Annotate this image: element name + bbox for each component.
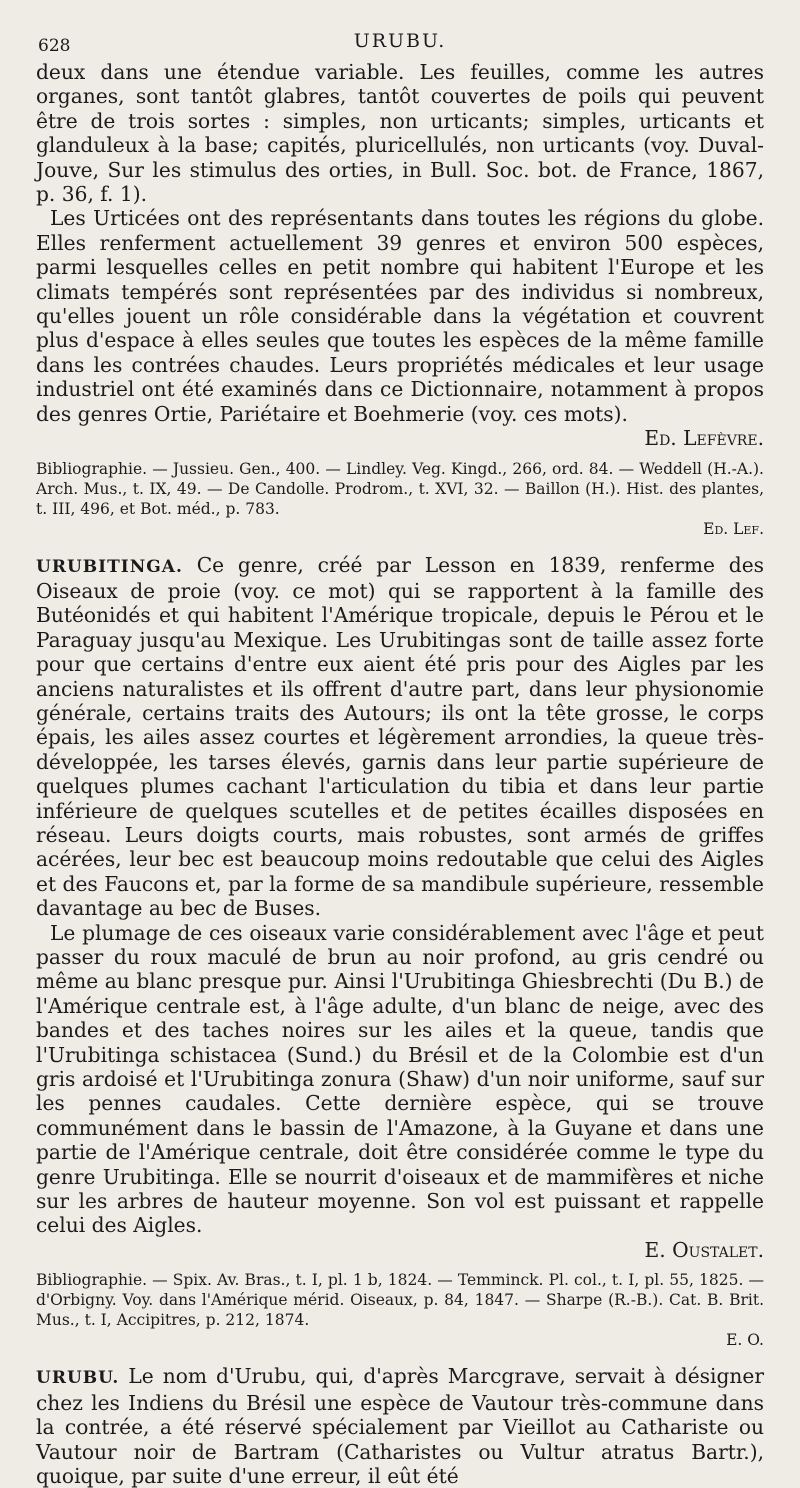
bibliography-text: Bibliographie. — Jussieu. Gen., 400. — Lindley. Veg. Kingd., 266, ord. 84. — Weddell (H.-A.). Arch. Mus., t. IX, 49. — De Candolle. Prodrom., t. XVI, 32. — Baillon (H.). Hist. des plantes, t. III, 496, et Bot. méd., p. 783. <box>36 459 764 518</box>
page-header <box>36 30 764 60</box>
entry-urubitinga <box>36 553 764 921</box>
paragraph-plumage: Le plumage de ces oiseaux varie considérablement avec l'âge et peut passer du roux maculé de brun au noir profond, au gris cendré ou même au blanc presque pur. Ainsi l'Urubitinga Ghiesbrechti (Du B.) de l'Amérique centrale est, à l'âge adulte, d'un blanc de neige, avec des bandes et des taches noires sur les ailes et la queue, tandis que l'Urubitinga schistacea (Sund.) du Brésil et de la Colombie est d'un gris ardoisé et l'Urubitinga zonura (Shaw) d'un noir uniforme, sauf sur les pennes caudales. Cette dernière espèce, qui se trouve communément dans le bassin de l'Amazone, à la Guyane et dans une partie de l'Amérique centrale, doit être considérée comme le type du genre Urubitinga. Elle se nourrit d'oiseaux et de mammifères et niche sur les arbres de hauteur moyenne. Son vol est puissant et rappelle celui des Aigles. <box>36 920 764 1238</box>
bibliography-urubitinga <box>36 1270 764 1350</box>
signature-line <box>36 1238 764 1262</box>
bibliography-urticees <box>36 459 764 539</box>
bibliography-signature: E. O. <box>726 1331 764 1350</box>
entry-heading: URUBU. <box>36 1368 120 1389</box>
bibliography-text: Bibliographie. — Spix. Av. Bras., t. I, pl. 1 b, 1824. — Temminck. Pl. col., t. I, pl. 55, 1825. — d'Orbigny. Voy. dans l'Amérique mérid. Oiseaux, p. 84, 1847. — Sharpe (R.-B.). Cat. B. Brit. Mus., t. I, Accipitres, p. 212, 1874. <box>36 1271 764 1330</box>
paragraph-ortie-end: deux dans une étendue variable. Les feuilles, comme les autres organes, sont tantôt glabres, tantôt couvertes de poils qui peuvent être de trois sortes : simples, non urticants; simples, urticants et glanduleux à la base; capités, pluricellulés, non urticants (voy. Duval-Jouve, Sur les stimulus des orties, in Bull. Soc. bot. de France, 1867, p. 36, f. 1). <box>36 60 764 207</box>
entry-heading: URUBITINGA. <box>36 556 183 577</box>
bibliography-signature: Ed. Lef. <box>703 519 764 538</box>
paragraph-urticees: Les Urticées ont des représentants dans toutes les régions du globe. Elles renferment actuellement 39 genres et environ 500 espèces, parmi lesquelles celles en petit nombre qui habitent l'Europe et les climats tempérés sont représentées par des individus si nombreux, qu'elles jouent un rôle considérable dans la végétation et couvrent plus d'espace à elles seules que toutes les espèces de la même famille dans les contrées chaudes. Leurs propriétés médicales et leur usage industriel ont été examinés dans ce Dictionnaire, notamment à propos des genres Ortie, Pariétaire et Boehmerie (voy. ces mots). <box>36 206 764 426</box>
running-title: URUBU. <box>353 30 447 52</box>
entry-text: Le nom d'Urubu, qui, d'après Marcgrave, servait à désigner chez les Indiens du Brésil une espèce de Vautour très-commune dans la contrée, a été réservé spécialement par Vieillot au Cathariste ou Vautour noir de Bartram (Catharistes ou Vultur atratus Bartr.), quoique, par suite d'une erreur, il eût été <box>36 1364 764 1488</box>
page-number: 628 <box>38 36 71 56</box>
signature-line <box>36 426 764 450</box>
author-signature: Ed. Lefèvre. <box>644 426 764 451</box>
author-signature: E. Oustalet. <box>644 1237 764 1262</box>
entry-text: Ce genre, créé par Lesson en 1839, renferme des Oiseaux de proie (voy. ce mot) qui se rapportent à la famille des Butéonidés et qui habitent l'Amérique tropicale, depuis le Pérou et le Paraguay jusqu'au Mexique. Les Urubitingas sont de taille assez forte pour que certains d'entre eux aient été pris pour des Aigles par les anciens naturalistes et ils offrent d'autre part, dans leur physionomie générale, certains traits des Autours; ils ont la tête grosse, le corps épais, les ailes assez courtes et légèrement arrondies, la queue très-développée, les tarses élevés, garnis dans leur partie supérieure de quelques plumes cachant l'articulation du tibia et dans leur partie inférieure de quelques scutelles et de petites écailles disposées en réseau. Leurs doigts courts, mais robustes, sont armés de griffes acérées, leur bec est beaucoup moins redoutable que celui des Aigles et des Faucons et, par la forme de sa mandibule supérieure, ressemble davantage au bec de Buses. <box>36 552 764 921</box>
entry-urubu <box>36 1364 764 1488</box>
